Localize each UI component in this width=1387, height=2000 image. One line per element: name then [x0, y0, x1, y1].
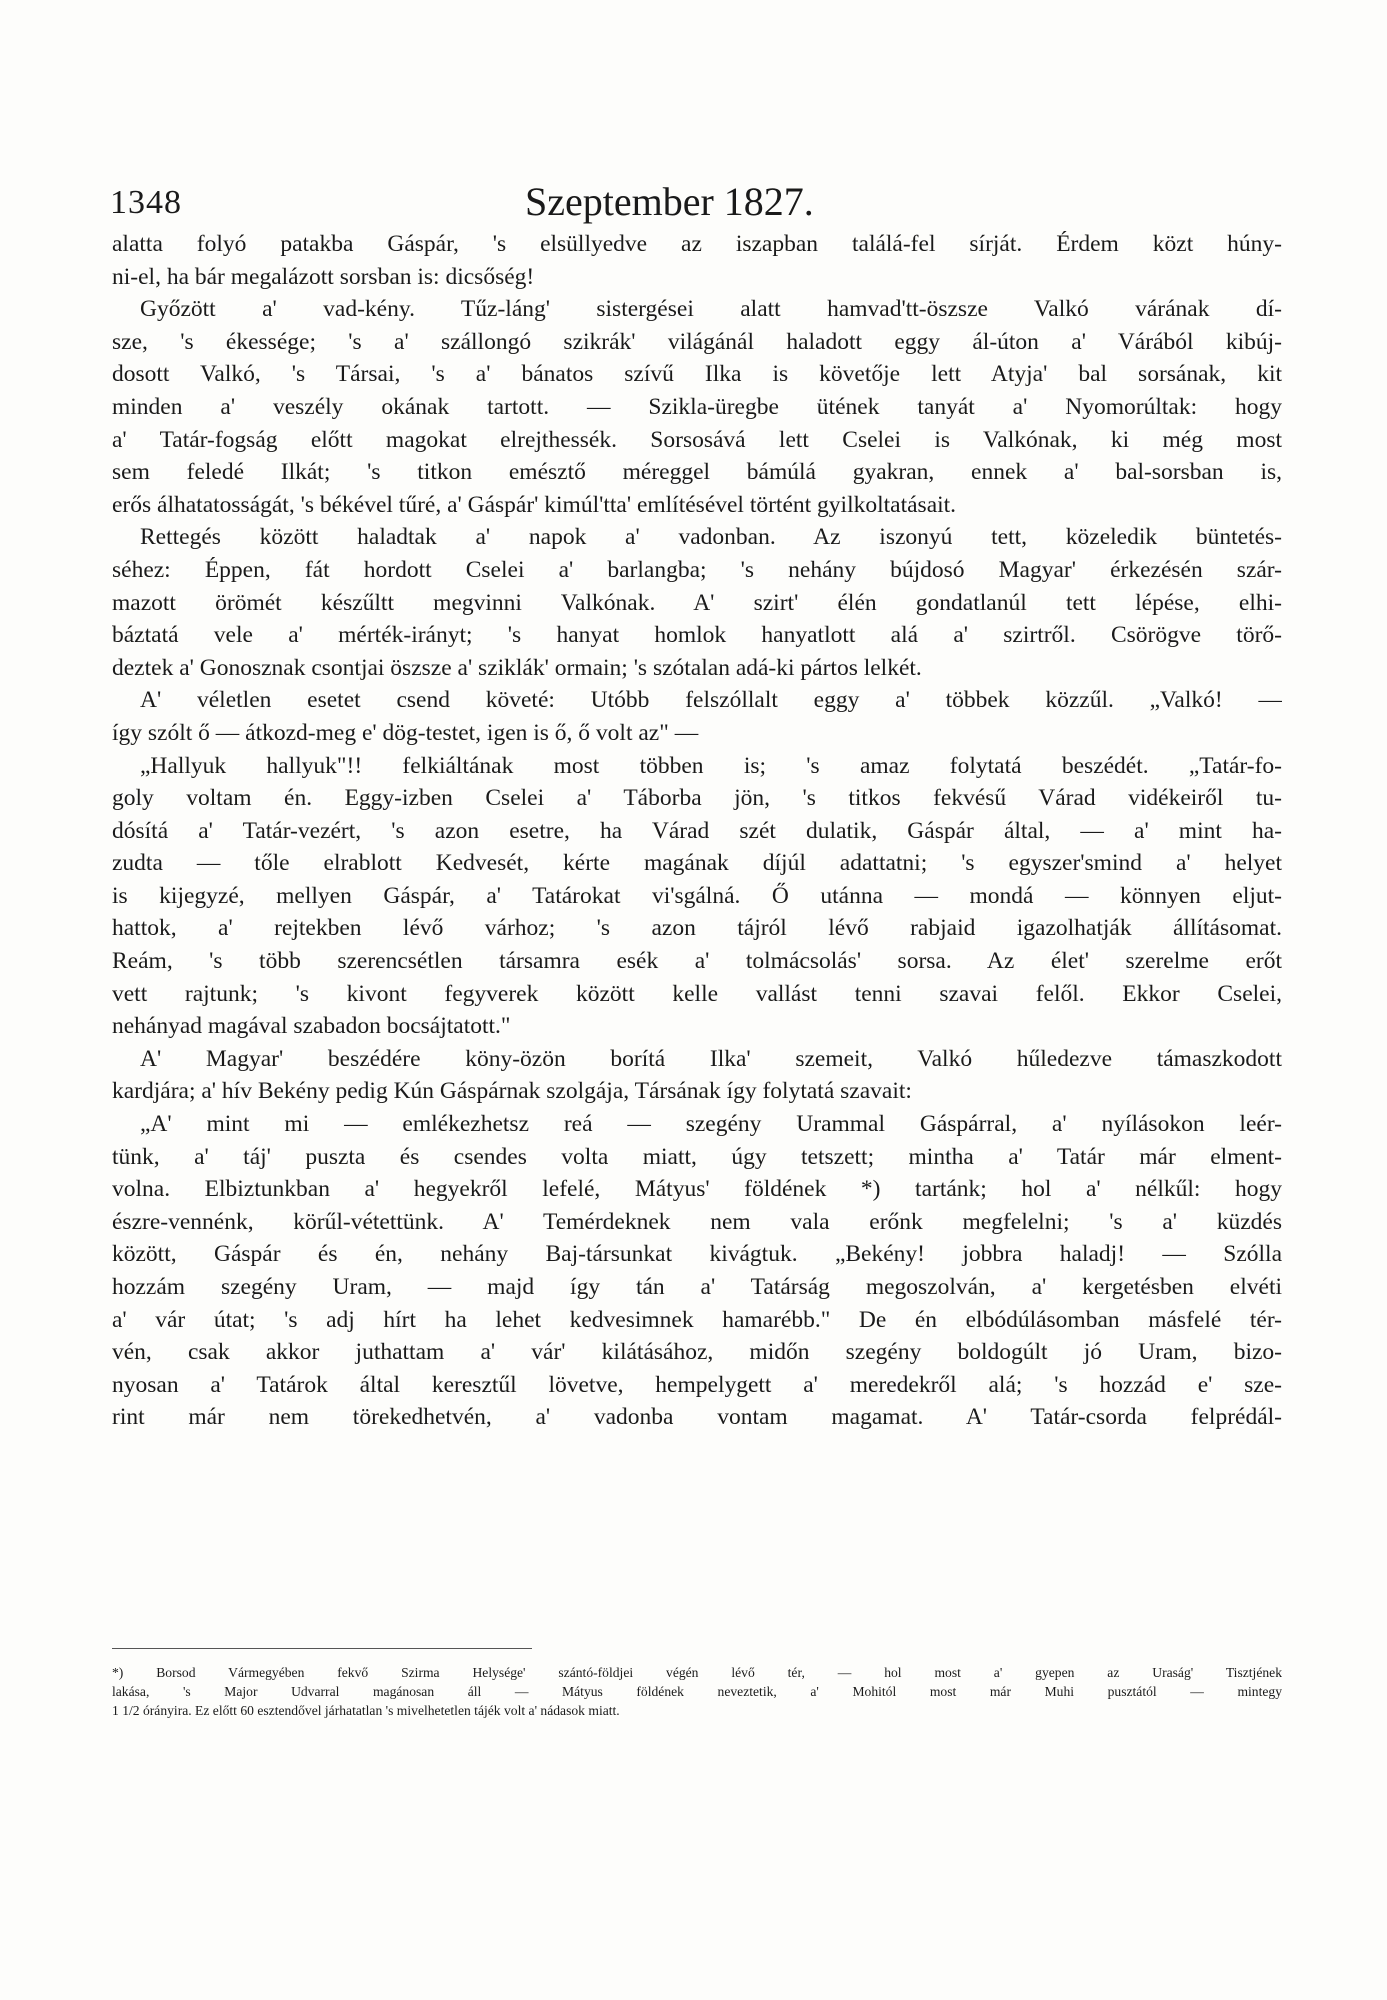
text-line: sem feledé Ilkát; 's titkon emésztő méreggel bámúlá gyakran, ennek a' bal-sorsban is, — [112, 459, 1282, 486]
footnote-rule — [112, 1648, 532, 1649]
text-line: séhez: Éppen, fát hordott Cselei a' barlangba; 's nehány bújdosó Magyar' érkezésén szár- — [112, 556, 1282, 583]
text-line: így szólt ő — átkozd-meg e' dög-testet, igen is ő, ő volt az" — — [112, 719, 699, 746]
text-line: goly voltam én. Eggy-izben Cselei a' Táborba jön, 's titkos fekvésű Várad vidékeiről tu- — [112, 785, 1282, 812]
text-line: A' Magyar' beszédére köny-özön borítá Ilka' szemeit, Valkó hűledezve támaszkodott — [140, 1045, 1282, 1072]
text-line: dósítá a' Tatár-vezért, 's azon esetre, ha Várad szét dulatik, Gáspár által, — a' mint ha- — [112, 817, 1282, 844]
footnote-line: *) Borsod Vármegyében fekvő Szirma Helysége' szántó-földjei végén lévő tér, — hol most a' gyepen az Uraság' Tisztjének — [112, 1665, 1282, 1680]
running-title: Szeptember 1827. — [525, 179, 814, 224]
text-line: zudta — tőle elrablott Kedvesét, kérte magának díjúl adattatni; 's egyszer'smind a' helyet — [112, 850, 1282, 877]
text-line: vén, csak akkor juthattam a' vár' kilátásához, midőn szegény boldogúlt jó Uram, bizo- — [112, 1339, 1282, 1366]
text-line: mazott örömét készűltt megvinni Valkónak. A' szirt' élén gondatlanúl tett lépése, elhi- — [112, 589, 1282, 616]
text-line: ni-el, ha bár megalázott sorsban is: dicsőség! — [112, 263, 535, 290]
text-line: tünk, a' táj' puszta és csendes volta miatt, úgy tetszett; mintha a' Tatár már elment- — [112, 1143, 1282, 1170]
text-line: nyosan a' Tatárok által keresztűl lövetve, hempelygett a' meredekről alá; 's hozzád e' sze- — [112, 1371, 1282, 1398]
text-line: báztatá vele a' mérték-irányt; 's hanyat homlok hanyatlott alá a' szirtről. Csörögve törő- — [112, 622, 1282, 649]
footnotes — [112, 1663, 1282, 1720]
text-line: kardjára; a' hív Bekény pedig Kún Gáspárnak szolgája, Társának így folytatá szavait: — [112, 1078, 912, 1105]
text-line: rint már nem törekedhetvén, a' vadonba vontam magamat. A' Tatár-csorda felprédál- — [112, 1404, 1282, 1431]
text-line: nehányad magával szabadon bocsájtatott." — [112, 1013, 511, 1040]
text-line: A' véletlen esetet csend követé: Utóbb felszóllalt eggy a' többek közzűl. „Valkó! — — [140, 687, 1282, 714]
body-text — [112, 228, 1282, 1434]
text-line: Győzött a' vad-kény. Tűz-láng' sistergései alatt hamvad'tt-öszsze Valkó várának dí- — [140, 296, 1282, 323]
text-line: „A' mint mi — emlékezhetsz reá — szegény Urammal Gáspárral, a' nyílásokon leér- — [140, 1111, 1282, 1138]
text-line: erős álhatatosságát, 's békével tűré, a' Gáspár' kimúl'tta' említésével történt gyilkoltatásait. — [112, 491, 957, 518]
text-line: sze, 's ékessége; 's a' szállongó szikrák' világánál haladott eggy ál-úton a' Várából kibúj- — [112, 328, 1282, 355]
text-line: észre-vennénk, körűl-vétettünk. A' Temérdeknek nem vala erőnk megfelelni; 's a' küzdés — [112, 1208, 1282, 1235]
footnote-line: lakása, 's Major Udvarral magánosan áll — Mátyus földének neveztetik, a' Mohitól most már Muhi pusztától — mintegy — [112, 1684, 1282, 1699]
text-line: alatta folyó patakba Gáspár, 's elsüllyedve az iszapban találá-fel sírját. Érdem közt húny- — [112, 231, 1282, 257]
text-line: dosott Valkó, 's Társai, 's a' bánatos szívű Ilka is követője lett Atyja' bal sorsának, kit — [112, 361, 1282, 388]
text-line: Rettegés között haladtak a' napok a' vadonban. Az iszonyú tett, közeledik büntetés- — [140, 524, 1282, 551]
page-header — [70, 178, 1330, 226]
text-line: között, Gáspár és én, nehány Baj-társunkat kivágtuk. „Bekény! jobbra haladj! — Szólla — [112, 1241, 1282, 1268]
text-line: volna. Elbiztunkban a' hegyekről lefelé, Mátyus' földének *) tartánk; hol a' nélkűl: hogy — [112, 1176, 1282, 1203]
page-number: 1348 — [110, 184, 182, 221]
text-line: a' vár útat; 's adj hírt ha lehet kedvesimnek hamarébb." De én elbódúlásomban másfelé tér- — [112, 1306, 1282, 1333]
text-line: hozzám szegény Uram, — majd így tán a' Tatárság megoszolván, a' kergetésben elvéti — [112, 1274, 1282, 1300]
text-line: vett rajtunk; 's kivont fegyverek között kelle vallást tenni szavai felől. Ekkor Cselei, — [112, 980, 1282, 1007]
text-line: Reám, 's több szerencsétlen társamra esék a' tolmácsolás' sorsa. Az élet' szerelme erőt — [112, 948, 1282, 975]
text-line: is kijegyzé, mellyen Gáspár, a' Tatárokat vi'sgálná. Ő utánna — mondá — könnyen eljut- — [112, 882, 1282, 909]
text-line: hattok, a' rejtekben lévő várhoz; 's azon tájról lévő rabjaid igazolhatják állításomat. — [112, 915, 1282, 942]
text-line: deztek a' Gonosznak csontjai öszsze a' sziklák' ormain; 's szótalan adá-ki pártos lelkét. — [112, 654, 922, 681]
text-line: minden a' veszély okának tartott. — Szikla-üregbe ütének tanyát a' Nyomorúltak: hogy — [112, 393, 1282, 420]
text-line: „Hallyuk hallyuk"!! felkiáltának most többen is; 's amaz folytatá beszédét. „Tatár-fo- — [140, 752, 1282, 779]
text-line: a' Tatár-fogság előtt magokat elrejthessék. Sorsosává lett Cselei is Valkónak, ki még most — [112, 426, 1282, 453]
footnote-line: 1 1/2 órányira. Ez előtt 60 esztendővel járhatatlan 's mivelhetetlen tájék volt a' nádasok miatt. — [112, 1703, 620, 1718]
